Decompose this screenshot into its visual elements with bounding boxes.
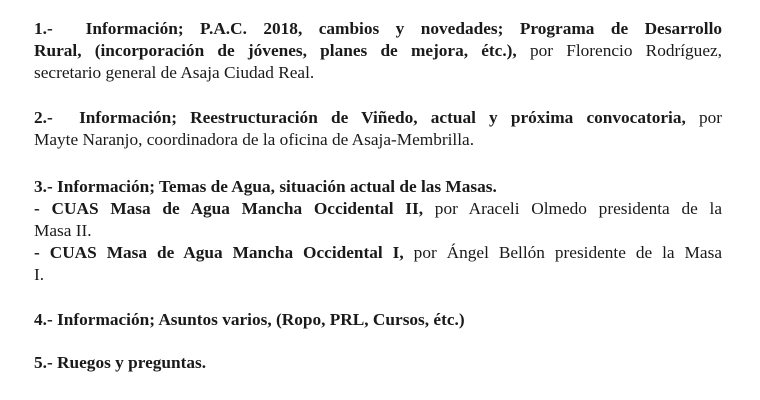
agenda-item-1-speaker: por Florencio Rodríguez, [516,41,722,60]
agenda-item-1-title-part-2: Rural, (incorporación de jóvenes, planes de mejora, étc.), [34,41,517,60]
agenda-item-2-por: por [685,108,723,127]
agenda-item-2 [34,107,722,151]
agenda-item-4-number: 4.- [34,310,53,329]
agenda-item-3-sub-1 [34,198,722,242]
agenda-item-3-sub-2-line-1 [34,242,722,264]
agenda-item-3-sub-1-speaker: por Araceli Olmedo presidenta de la [423,199,722,218]
agenda-item-5-line-1 [34,352,722,374]
agenda-item-2-line-1 [34,107,722,129]
agenda-item-2-number: 2.- [34,108,53,127]
agenda-item-1-line-3 [34,62,722,84]
agenda-item-1-speaker-role: secretario general de Asaja Ciudad Real. [34,63,315,82]
agenda-item-3-sub-1-title: - CUAS Masa de Agua Mancha Occidental II, [34,199,424,218]
agenda-item-3-sub-2-title: - CUAS Masa de Agua Mancha Occidental I, [34,243,404,262]
agenda-item-1-title-part-1: Información; P.A.C. 2018, cambios y novedades; Programa de Desarrollo [85,19,723,38]
agenda-item-2-line-2 [34,129,722,151]
agenda-item-3 [34,176,722,198]
agenda-item-3-sub-2-speaker: por Ángel Bellón presidente de la Masa [403,243,722,262]
agenda-item-1-line-1 [34,18,722,40]
agenda-item-3-sub-2-tail: I. [34,265,45,284]
agenda-item-3-title: Información; Temas de Agua, situación actual de las Masas. [57,177,497,196]
agenda-item-3-sub-1-line-1 [34,198,722,220]
agenda-item-3-number: 3.- [34,177,53,196]
agenda-item-4-line-1 [34,309,722,331]
agenda-item-1 [34,18,722,84]
agenda-item-2-speaker: Mayte Naranjo, coordinadora de la oficina de Asaja-Membrilla. [34,130,475,149]
agenda-item-1-line-2 [34,40,722,62]
agenda-item-3-line-1 [34,176,722,198]
agenda-item-5 [34,352,722,374]
agenda-item-4 [34,309,722,331]
agenda-item-5-number: 5.- [34,353,53,372]
agenda-item-2-title: Información; Reestructuración de Viñedo, actual y próxima convocatoria, [79,108,686,127]
agenda-item-3-sub-2-line-2 [34,264,722,286]
agenda-item-3-sub-1-tail: Masa II. [34,221,92,240]
agenda-item-3-sub-2 [34,242,722,286]
agenda-item-1-number: 1.- [34,19,53,38]
agenda-item-3-sub-1-line-2 [34,220,722,242]
agenda-item-4-title: Información; Asuntos varios, (Ropo, PRL, Cursos, étc.) [57,310,465,329]
agenda-item-5-title: Ruegos y preguntas. [57,353,207,372]
